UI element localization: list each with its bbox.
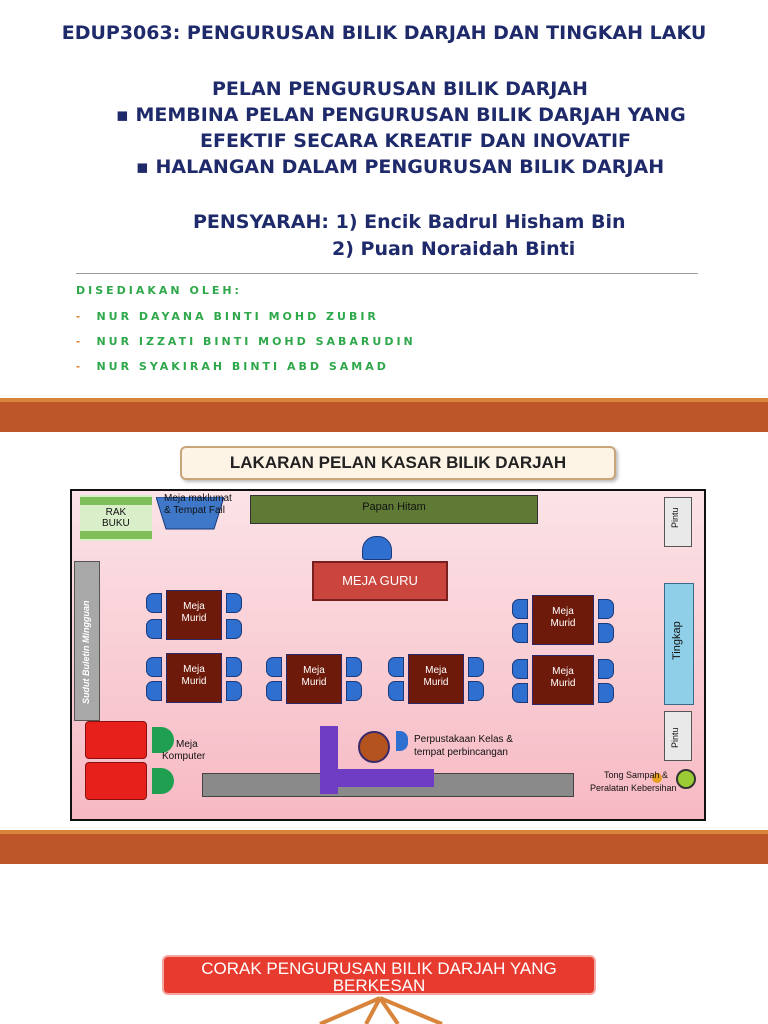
chair	[226, 657, 242, 677]
trash-bin	[676, 769, 696, 789]
door-bottom	[664, 711, 692, 761]
dash-icon: -	[76, 334, 80, 348]
student-desk	[166, 590, 222, 640]
teacher-chair	[362, 536, 392, 560]
chair	[226, 619, 242, 639]
door-top	[664, 497, 692, 547]
computer-desk-label-line: Meja	[176, 739, 198, 750]
library-label	[414, 733, 513, 759]
chair	[226, 681, 242, 701]
discussion-table	[358, 731, 390, 763]
student-desk-label: Meja	[552, 606, 574, 617]
student-desk	[166, 653, 222, 703]
student-desk-label: Murid	[550, 618, 576, 629]
chair	[146, 593, 162, 613]
student-desk-label: Murid	[181, 613, 207, 624]
chair	[388, 657, 404, 677]
chair	[598, 683, 614, 703]
library-label-line: Perpustakaan Kelas &	[414, 734, 513, 745]
classroom-floor-plan	[70, 489, 706, 821]
dash-icon: -	[76, 359, 80, 373]
divider	[76, 273, 698, 274]
chair	[388, 681, 404, 701]
info-desk-label-line: & Tempat Fail	[164, 505, 225, 516]
chair	[346, 681, 362, 701]
branch-arrows-icon	[300, 996, 460, 1024]
chair	[512, 659, 528, 679]
bullet-icon: ▪	[136, 156, 149, 178]
chair	[146, 619, 162, 639]
computer-desk	[85, 762, 147, 800]
bookshelf-label-line: RAK	[105, 507, 127, 518]
student-desk-label: Meja	[183, 601, 205, 612]
author-name: NUR IZZATI BINTI MOHD SABARUDIN	[96, 335, 416, 348]
library-label-line: tempat perbincangan	[414, 747, 508, 758]
bullet-2	[136, 156, 664, 178]
student-desk-label: Murid	[550, 678, 576, 689]
chair	[512, 683, 528, 703]
plan-sketch-title: LAKARAN PELAN KASAR BILIK DARJAH	[180, 446, 616, 480]
shelf	[80, 531, 152, 539]
chair	[266, 681, 282, 701]
chair	[146, 657, 162, 677]
window	[664, 583, 694, 705]
slide-divider-band	[0, 398, 768, 432]
effective-management-line: BERKESAN	[332, 976, 426, 995]
trash-label	[590, 769, 677, 795]
computer-chair	[152, 768, 174, 794]
author-2	[76, 332, 416, 350]
chair	[266, 657, 282, 677]
teacher-desk: MEJA GURU	[312, 561, 448, 601]
bookshelf	[80, 495, 152, 541]
shelf	[80, 497, 152, 505]
bullet-icon: ▪	[116, 104, 129, 126]
course-title: EDUP3063: PENGURUSAN BILIK DARJAH DAN TINGKAH LAKU	[61, 22, 707, 44]
slide-divider-band	[0, 830, 768, 864]
discussion-chair	[396, 731, 408, 751]
bulletin-label: Sudut Buletin Mingguan	[81, 600, 91, 704]
chair	[512, 599, 528, 619]
student-desk-label: Murid	[181, 676, 207, 687]
bookshelf-label	[102, 507, 130, 529]
chair	[598, 599, 614, 619]
info-desk-label-line: Meja maklumat	[164, 493, 232, 504]
student-desk-label: Murid	[301, 677, 327, 688]
door-label: Pintu	[670, 727, 680, 748]
computer-desk-label-line: Komputer	[162, 751, 206, 762]
bullet-1-text: MEMBINA PELAN PENGURUSAN BILIK DARJAH YANG	[135, 104, 686, 126]
student-desk-label: Murid	[423, 677, 449, 688]
effective-management-line: CORAK PENGURUSAN BILIK DARJAH YANG	[201, 959, 557, 978]
bullet-1-line-2: EFEKTIF SECARA KREATIF DAN INOVATIF	[200, 130, 631, 152]
student-desk-label: Meja	[183, 664, 205, 675]
student-desk	[532, 595, 594, 645]
info-desk-label	[164, 493, 232, 517]
author-name: NUR SYAKIRAH BINTI ABD SAMAD	[96, 360, 389, 373]
chair	[468, 681, 484, 701]
bullet-1-line-1	[116, 104, 686, 126]
student-desk	[408, 654, 464, 704]
bullet-2-text: HALANGAN DALAM PENGURUSAN BILIK DARJAH	[155, 156, 665, 178]
student-desk	[286, 654, 342, 704]
door-label: Pintu	[670, 507, 680, 528]
blackboard: Papan Hitam	[250, 495, 538, 524]
bulletin-board	[74, 561, 100, 721]
chair	[598, 659, 614, 679]
student-desk	[532, 655, 594, 705]
lecturer-label: PENSYARAH:	[193, 211, 329, 233]
student-desk-label: Meja	[552, 666, 574, 677]
chair	[512, 623, 528, 643]
chair	[226, 593, 242, 613]
computer-desk	[85, 721, 147, 759]
trash-label-line: Peralatan Kebersihan	[590, 783, 677, 793]
window-label: Tingkap	[671, 621, 683, 660]
dash-icon: -	[76, 309, 80, 323]
lecturer-2: 2) Puan Noraidah Binti	[332, 238, 576, 260]
lecturer-1: 1) Encik Badrul Hisham Bin	[335, 211, 626, 233]
prepared-by-label: DISEDIAKAN OLEH:	[76, 284, 242, 297]
student-desk-label: Meja	[303, 665, 325, 676]
lecturer-line-1	[193, 211, 626, 233]
chair	[468, 657, 484, 677]
computer-desk-label	[162, 739, 205, 763]
chair	[346, 657, 362, 677]
bookshelf-label-line: BUKU	[102, 518, 130, 529]
author-name: NUR DAYANA BINTI MOHD ZUBIR	[96, 310, 379, 323]
author-3	[76, 357, 389, 375]
effective-management-title	[162, 955, 596, 995]
author-1	[76, 307, 379, 325]
chair	[598, 623, 614, 643]
chair	[146, 681, 162, 701]
trash-label-line: Tong Sampah &	[604, 770, 669, 780]
library-shelf	[336, 769, 434, 787]
plan-title: PELAN PENGURUSAN BILIK DARJAH	[212, 78, 588, 100]
student-desk-label: Meja	[425, 665, 447, 676]
